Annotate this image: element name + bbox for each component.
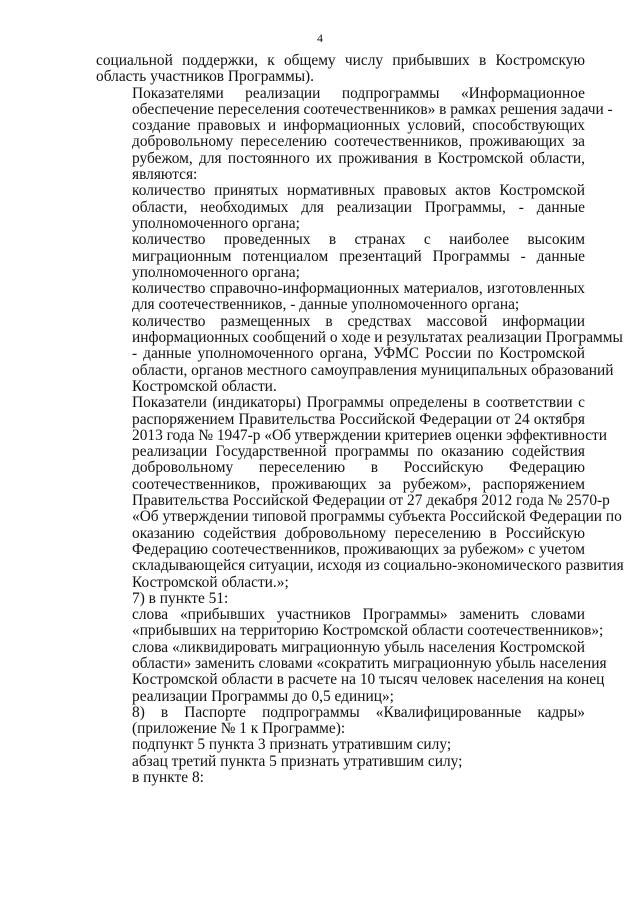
text-line: области, необходимых для реализации Программы, - данные [132,198,585,216]
text-line: количество размещенных в средствах массовой информации [132,312,585,330]
text-line: «прибывших на территорию Костромской области соотечественников»; [132,622,604,640]
text-line: количество справочно-информационных материалов, изготовленных [132,280,585,298]
document-body [96,52,624,787]
text-line: (приложение № 1 к Программе): [132,720,346,738]
paragraph [96,53,585,86]
text-line: Показателями реализации подпрограммы «Информационное [132,84,585,102]
text-line: количество проведенных в странах с наиболее высоким [132,231,585,249]
text-line: 7) в пункте 51: [132,589,229,607]
text-line: - данные уполномоченного органа, УФМС России по Костромской [132,345,585,363]
text-line: Костромской области. [132,377,277,395]
text-line: для соотечественников, - данные уполномоченного органа; [132,296,520,314]
paragraph [96,606,604,640]
text-line: Костромской области.»; [132,573,289,591]
paragraph [96,312,623,395]
text-line: являются: [132,166,198,184]
text-line: «Об утверждении типовой программы субъекта Российской Федерации по [132,508,622,526]
text-line: слова «ликвидировать миграционную убыль населения Костромской [132,638,585,656]
text-line: Федерацию соотечественников, проживающих за рубежом» с учетом [132,540,585,558]
text-line: реализации Программы до 0,5 единиц»; [132,687,394,705]
text-line: информационных сообщений о ходе и результатах реализации Программы [132,329,623,347]
text-line: подпункт 5 пункта 3 признать утратившим силу; [132,736,452,754]
page-number: 4 [317,31,323,45]
paragraph [96,705,585,738]
text-line: уполномоченного органа; [132,214,300,232]
paragraph [96,394,624,591]
paragraph [96,754,585,770]
text-line: соотечественников, проживающих за рубежом», распоряжением [132,475,585,493]
text-line: оказанию содействия добровольному переселению в Российскую [132,524,585,542]
paragraph [96,591,585,607]
text-line: Показатели (индикаторы) Программы определены в соответствии с [132,394,585,412]
text-line: Костромской области в расчете на 10 тысяч человек населения на конец [132,671,605,689]
text-line: абзац третий пункта 5 признать утратившим силу; [132,752,463,770]
text-line: миграционным потенциалом презентаций Программы - данные [132,247,585,265]
text-line: рубежом, для постоянного их проживания в Костромской области, [132,149,585,167]
paragraph [96,84,613,184]
text-line: обеспечение переселения соотечественников» в рамках решения задачи - [132,100,613,118]
text-line: количество принятых нормативных правовых актов Костромской [132,182,585,200]
text-line: Правительства Российской Федерации от 27 декабря 2012 года № 2570-р [132,492,610,510]
text-line: распоряжением Правительства Российской Федерации от 24 октября [132,410,585,428]
text-line: складывающейся ситуации, исходя из социально-экономического развития [132,557,624,575]
paragraph [96,281,585,314]
text-line: добровольному переселению в Российскую Федерацию [132,459,585,477]
text-line: области» заменить словами «сократить миграционную убыль населения [132,654,607,672]
text-line: 2013 года № 1947-р «Об утверждении критериев оценки эффективности [132,426,607,444]
paragraph [96,770,585,786]
text-line: слова «прибывших участников Программы» заменить словами [132,606,585,624]
paragraph [96,183,585,232]
text-line: реализации Государственной программы по оказанию содействия [132,443,585,461]
text-line: социальной поддержки, к общему числу прибывших в Костромскую [96,52,585,69]
text-line: уполномоченного органа; [132,263,300,281]
text-line: 8) в Паспорте подпрограммы «Квалифицированные кадры» [132,703,585,721]
paragraph [96,737,585,753]
text-line: в пункте 8: [132,769,204,787]
paragraph [96,638,607,705]
text-line: создание правовых и информационных условий, способствующих [132,117,585,135]
text-line: область участников Программы). [96,68,315,86]
text-line: добровольному переселению соотечественников, проживающих за [132,133,585,151]
paragraph [96,232,585,281]
text-line: области, органов местного самоуправления муниципальных образований [132,361,614,379]
